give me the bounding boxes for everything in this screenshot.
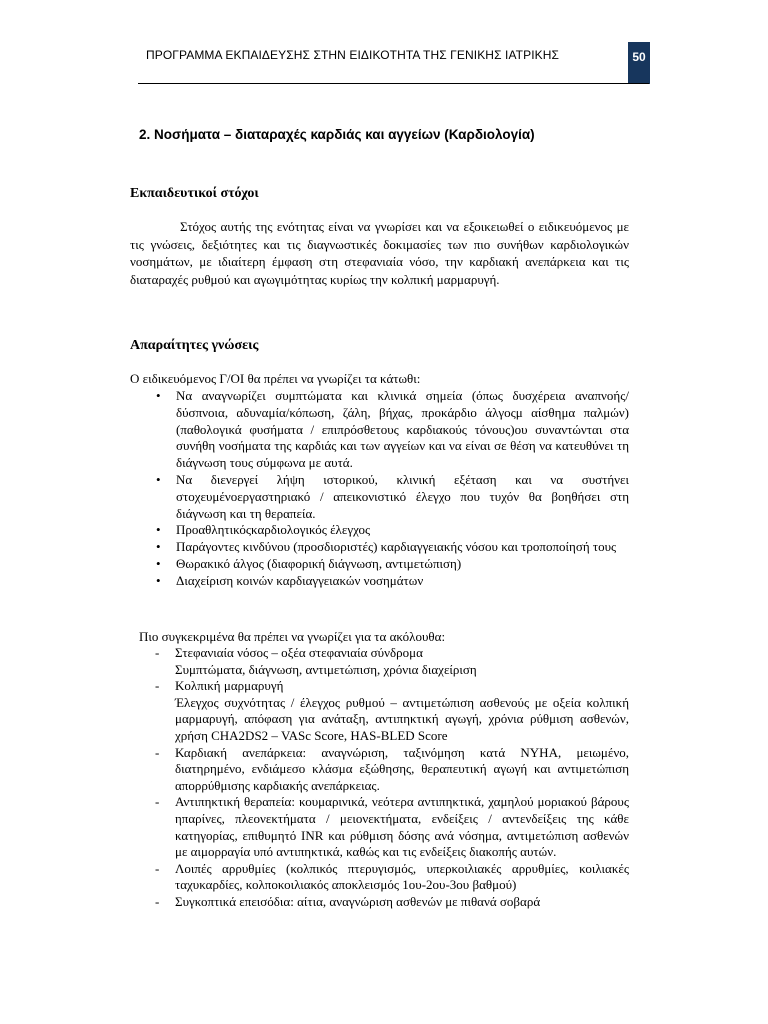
list-item <box>139 645 629 678</box>
item-detail: Συμπτώματα, διάγνωση, αντιμετώπιση, χρόνια διαχείριση <box>175 661 477 677</box>
item-title: - Κολπική μαρμαρυγή <box>175 678 284 694</box>
knowledge-bullet-list <box>130 388 629 590</box>
list-item <box>139 794 629 860</box>
item-text: - Καρδιακή ανεπάρκεια: αναγνώριση, ταξινόμηση κατά NYHA, μειωμένο, διατηρημένο, ενδιάμεσο κλάσμα εξώθησης, θεραπευτική αγωγή και αντιμετώπιση απορρύθμισης καρδιακής ανεπάρκειας. <box>175 744 629 793</box>
list-item: • Παράγοντες κινδύνου (προσδιοριστές) καρδιαγγειακής νόσου και τροποποίησή τους <box>130 539 629 556</box>
objectives-heading: Εκπαιδευτικοί στόχοι <box>130 186 259 201</box>
specific-dash-list <box>139 645 629 911</box>
list-item <box>139 678 629 744</box>
objectives-paragraph: Στόχος αυτής της ενότητας είναι να γνωρίσει και να εξοικειωθεί ο ειδικευόμενος με τις γνώσεις, δεξιότητες και τις διαγνωστικές δοκιμασίες των πιο συνήθων καρδιολογικών νοσημάτων, με ιδιαίτερη έμφαση στη στεφανιαία νόσο, την καρδιακή ανεπάρκεια και τις διαταραχές ρυθμού και αγωγιμότητας κυρίως την κολπική μαρμαρυγή. <box>130 219 629 287</box>
knowledge-intro: Ο ειδικευόμενος Γ/ΟΙ θα πρέπει να γνωρίζει τα κάτωθι: <box>130 371 421 386</box>
item-text: - Λοιπές αρρυθμίες (κολπικός πτερυγισμός, υπερκοιλιακές αρρυθμίες, κοιλιακές ταχυκαρδίες, κολποκοιλιακός αποκλεισμός 1ου-2ου-3ου βαθμού) <box>175 860 629 893</box>
list-item <box>139 894 629 911</box>
item-text: - Αντιπηκτική θεραπεία: κουμαρινικά, νεότερα αντιπηκτικά, χαμηλού μοριακού βάρους ηπαρίνες, πλεονεκτήματα / μειονεκτήματα, ενδείξεις / αντενδείξεις της κάθε κατηγορίας, επιθυμητό INR και ρύθμιση δόσης ανά νόσημα, αντιμετώπιση ασθενών με αιμορραγία υπό αντιπηκτικά, καθώς και τις ενδείξεις διακοπής αυτών. <box>175 794 629 860</box>
list-item: • Να διενεργεί λήψη ιστορικού, κλινική εξέταση και να συστήνει στοχευμένοεργαστηριακό / απεικονιστικό έλεγχο που τυχόν θα βοηθήσει στη διάγνωση και τη θεραπεία. <box>130 472 629 522</box>
document-title: ΠΡΟΓΡΑΜΜΑ ΕΚΠΑΙΔΕΥΣΗΣ ΣΤΗΝ ΕΙΔΙΚΟΤΗΤΑ ΤΗΣ ΓΕΝΙΚΗΣ ΙΑΤΡΙΚΗΣ <box>146 48 560 62</box>
item-detail: Έλεγχος συχνότητας / έλεγχος ρυθμού – αντιμετώπιση ασθενούς με οξεία κολπική μαρμαρυγή, απόφαση για ανάταξη, αντιπηκτική αγωγή, χρόνια ρύθμιση ασθενών, χρήση CHA2DS2 – VASc Score, HAS-BLED Score <box>175 694 629 743</box>
specific-intro: Πιο συγκεκριμένα θα πρέπει να γνωρίζει για τα ακόλουθα: <box>139 629 446 644</box>
list-item <box>139 861 629 894</box>
item-title: - Στεφανιαία νόσος – οξέα στεφανιαία σύνδρομα <box>175 645 423 660</box>
header-divider <box>138 83 649 84</box>
list-item <box>139 745 629 795</box>
knowledge-heading: Απαραίτητες γνώσεις <box>130 338 259 353</box>
item-text: - Συγκοπτικά επεισόδια: αίτια, αναγνώριση ασθενών με πιθανά σοβαρά <box>175 893 541 909</box>
page-number: 50 <box>628 42 650 84</box>
list-item: • Θωρακικό άλγος (διαφορική διάγνωση, αντιμετώπιση) <box>130 556 629 573</box>
section-title: 2. Νοσήματα – διαταραχές καρδιάς και αγγείων (Καρδιολογία) <box>139 127 535 142</box>
list-item: • Διαχείριση κοινών καρδιαγγειακών νοσημάτων <box>130 573 629 590</box>
list-item: • Να αναγνωρίζει συμπτώματα και κλινικά σημεία (όπως δυσχέρεια αναπνοής/δύσπνοια, αδυναμία/κόπωση, ζάλη, βήχας, προκάρδιο άλγοςμ αίσθημα παλμών)(παθολογικά φυσήματα / επιπρόσθετους καρδιακούς τόνους)ου συναντώνται στα συνήθη νοσήματα της καρδιάς και των αγγείων και να είναι σε θέση να κατευθύνει τη διάγνωση τους σύμφωνα με αυτά. <box>130 388 629 472</box>
list-item: • Προαθλητικόςκαρδιολογικός έλεγχος <box>130 522 629 539</box>
